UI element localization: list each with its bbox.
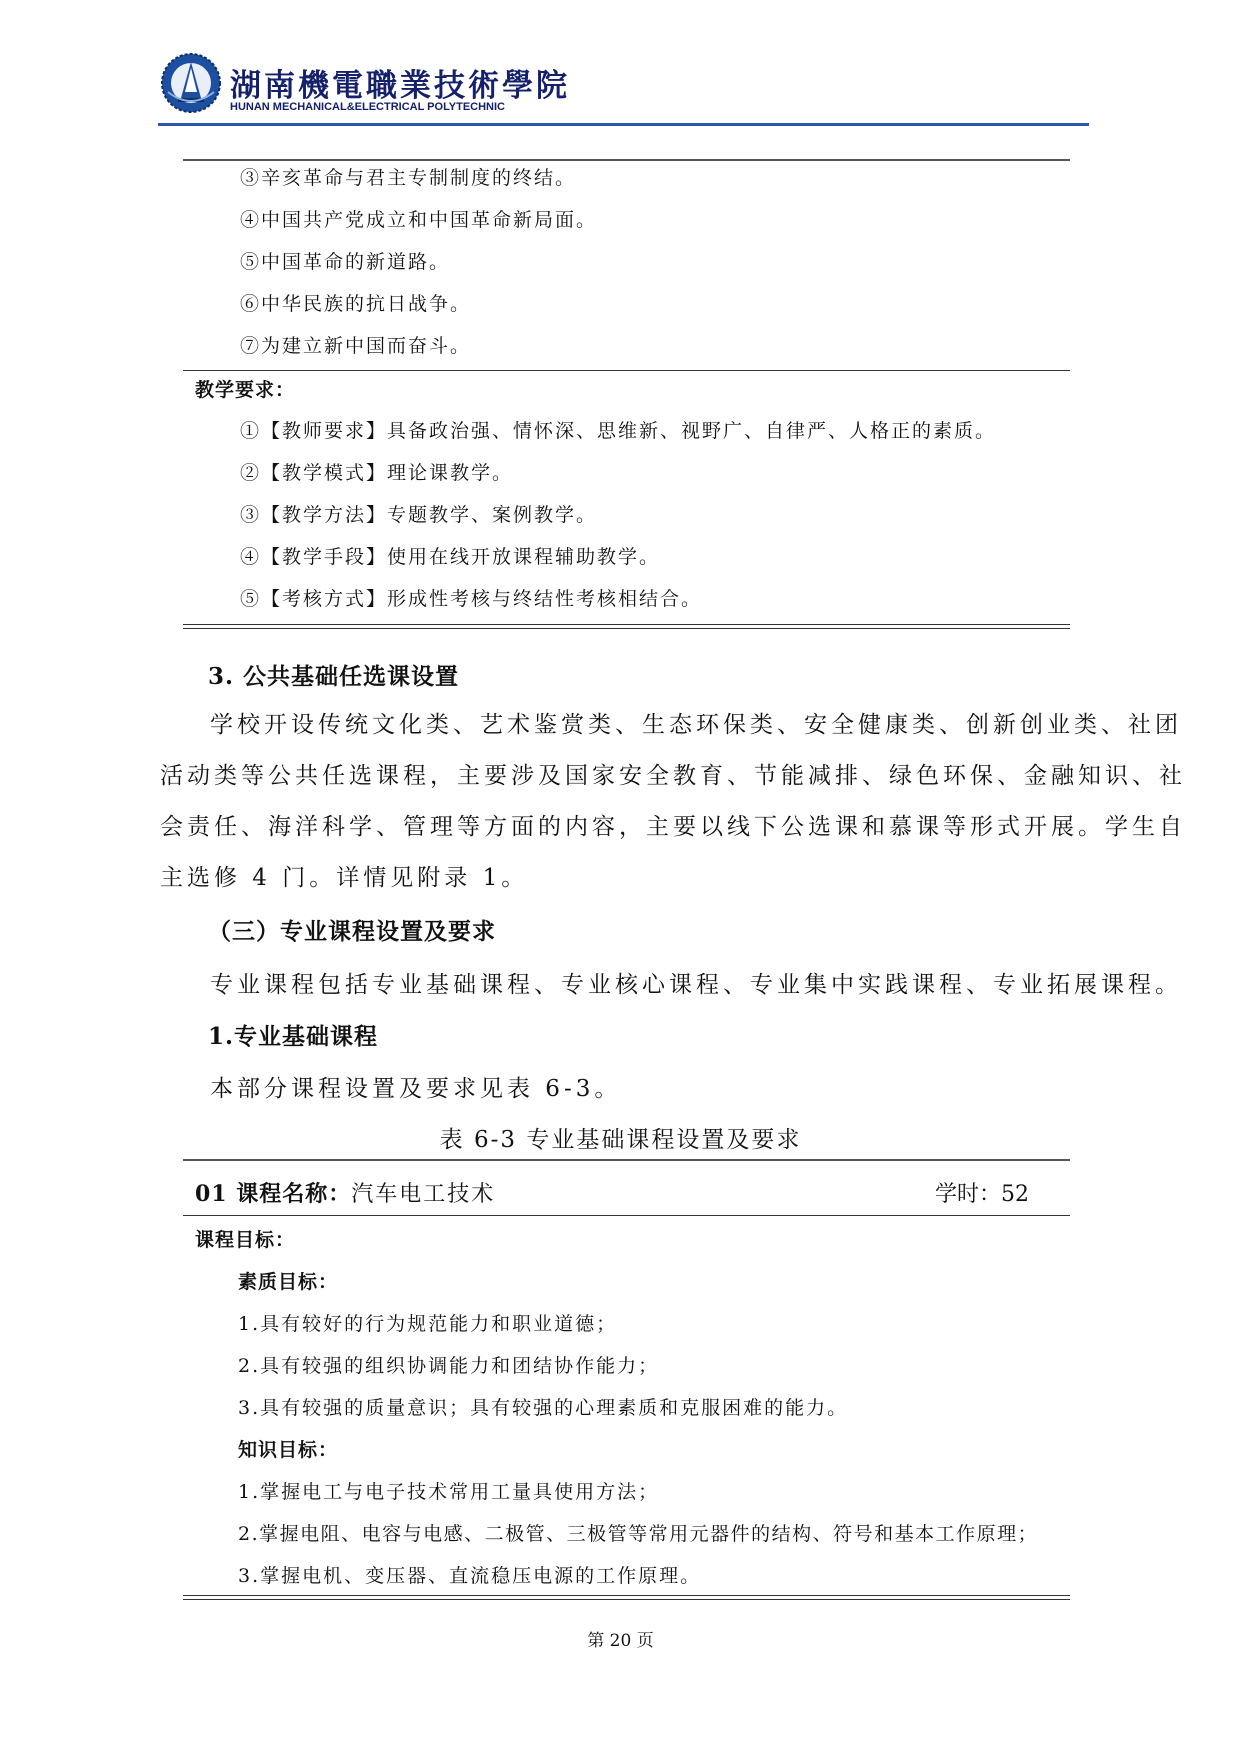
- req-item: ⑤【考核方式】形成性考核与终结性考核相结合。: [240, 588, 703, 610]
- knowledge-item: 3.掌握电机、变压器、直流稳压电源的工作原理。: [238, 1565, 702, 1587]
- content-item: ③辛亥革命与君主专制制度的终结。: [240, 167, 577, 189]
- req-item: ②【教学模式】理论课教学。: [240, 462, 514, 484]
- sub-intro-text: 本部分课程设置及要求见表 6-3。: [210, 1076, 622, 1102]
- section-heading: （三）专业课程设置及要求: [208, 918, 496, 945]
- table-caption: 表 6-3 专业基础课程设置及要求: [439, 1127, 802, 1153]
- knowledge-item: 2.掌握电阻、电容与电感、二极管、三极管等常用元器件的结构、符号和基本工作原理；: [238, 1523, 1039, 1545]
- hours-value: 52: [1001, 1182, 1030, 1207]
- knowledge-label: 知识目标：: [238, 1439, 339, 1461]
- table-bottom-rule: [183, 624, 1070, 625]
- table-bottom-rule: [183, 1595, 1070, 1596]
- paragraph-line: 会责任、海洋科学、管理等方面的内容，主要以线下公选课和慕课等形式开展。学生自: [160, 814, 1186, 840]
- content-item: ④中国共产党成立和中国革命新局面。: [240, 209, 598, 231]
- table-bottom-rule-double: [183, 1599, 1070, 1600]
- school-name-cn: 湖南機電職業技術學院: [230, 68, 570, 104]
- header-rule: [158, 123, 1089, 126]
- content-item: ⑦为建立新中国而奋斗。: [240, 335, 472, 357]
- sub-heading: 1.专业基础课程: [208, 1023, 379, 1050]
- content-item: ⑤中国革命的新道路。: [240, 251, 451, 273]
- req-label: 教学要求：: [195, 379, 296, 401]
- table-top-rule: [183, 1159, 1070, 1161]
- table-top-rule: [183, 159, 1070, 161]
- school-emblem-icon: [160, 52, 222, 114]
- paragraph-line: 活动类等公共任选课程，主要涉及国家安全教育、节能减排、绿色环保、金融知识、社: [160, 763, 1186, 789]
- quality-item: 1.具有较好的行为规范能力和职业道德；: [238, 1313, 618, 1335]
- table-row-rule: [183, 370, 1070, 371]
- paragraph-line: 学校开设传统文化类、艺术鉴赏类、生态环保类、安全健康类、创新创业类、社团: [210, 712, 1182, 738]
- content-item: ⑥中华民族的抗日战争。: [240, 293, 472, 315]
- req-item: ④【教学手段】使用在线开放课程辅助教学。: [240, 546, 661, 568]
- course-no-label: 01 课程名称：: [195, 1181, 352, 1207]
- page-number: 第 20 页: [587, 1631, 654, 1651]
- quality-label: 素质目标：: [238, 1271, 339, 1293]
- goals-label: 课程目标：: [195, 1229, 296, 1251]
- school-logo: [160, 52, 222, 114]
- table-row-rule: [183, 1215, 1070, 1216]
- school-name-en: HUNAN MECHANICAL&ELECTRICAL POLYTECHNIC: [230, 101, 506, 113]
- req-item: ③【教学方法】专题教学、案例教学。: [240, 504, 598, 526]
- paragraph-line: 主选修 4 门。详情见附录 1。: [160, 865, 529, 891]
- intro-text: 专业课程包括专业基础课程、专业核心课程、专业集中实践课程、专业拓展课程。: [210, 972, 1182, 998]
- hours-label: 学时：: [935, 1182, 1002, 1207]
- section-heading: 3. 公共基础任选课设置: [208, 663, 460, 690]
- table-bottom-rule-double: [183, 628, 1070, 629]
- course-name: 汽车电工技术: [351, 1182, 496, 1207]
- req-item: ①【教师要求】具备政治强、情怀深、思维新、视野广、自律严、人格正的素质。: [240, 420, 997, 442]
- course-title-row: [195, 1177, 495, 1208]
- knowledge-item: 1.掌握电工与电子技术常用工量具使用方法；: [238, 1481, 660, 1503]
- course-hours: [935, 1177, 1029, 1208]
- quality-item: 2.具有较强的组织协调能力和团结协作能力；: [238, 1355, 660, 1377]
- quality-item: 3.具有较强的质量意识；具有较强的心理素质和克服困难的能力。: [238, 1397, 849, 1419]
